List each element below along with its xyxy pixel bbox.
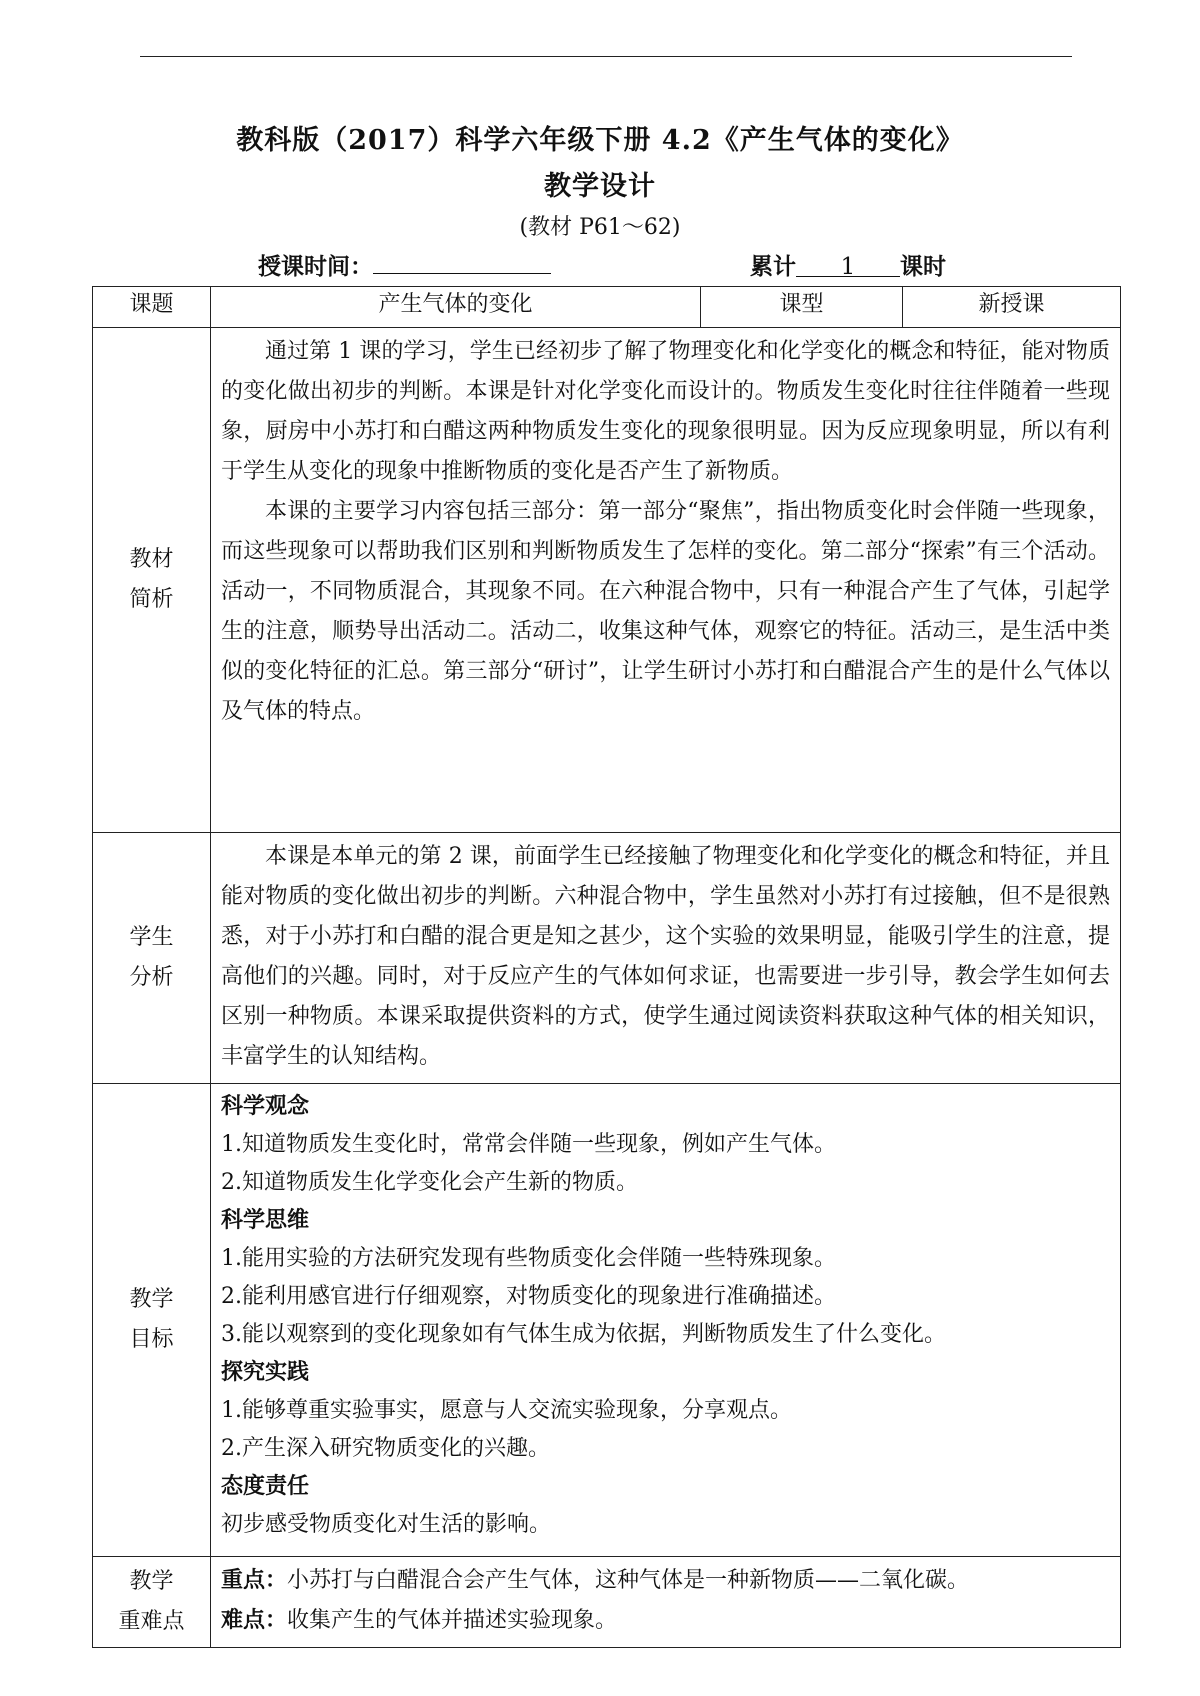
goal-item: 3.能以观察到的变化现象如有气体生成为依据，判断物质发生了什么变化。 <box>221 1322 946 1347</box>
teaching-time <box>258 248 551 281</box>
student-analysis-content <box>211 833 1121 1084</box>
student-paragraph: 本课是本单元的第 2 课，前面学生已经接触了物理变化和化学变化的概念和特征，并且能对物质的变化做出初步的判断。六种混合物中，学生虽然对小苏打有过接触，但不是很熟悉，对于小苏打和白醋的混合更是知之甚少，这个实验的效果明显，能吸引学生的注意，提高他们的兴趣。同时，对于反应产生的气体如何求证，也需要进一步引导，教会学生如何去区别一种物质。本课采取提供资料的方式，使学生通过阅读资料获取这种气体的相关知识，丰富学生的认知结构。 <box>221 844 1110 1069</box>
textbook-pages: (教材 P61～62) <box>519 215 681 240</box>
topic-label: 课题 <box>93 287 211 328</box>
teaching-goals-row <box>93 1084 1121 1557</box>
total-unit: 课时 <box>900 253 946 280</box>
goal-item: 1.能够尊重实验事实，愿意与人交流实验现象，分享观点。 <box>221 1398 792 1423</box>
goal-item: 2.能利用感官进行仔细观察，对物质变化的现象进行准确描述。 <box>221 1284 836 1309</box>
type-label: 课型 <box>701 287 903 328</box>
document-subtitle: 教学设计 <box>544 171 656 202</box>
topic-row <box>93 287 1121 328</box>
goal-heading-scientific-thinking: 科学思维 <box>221 1208 310 1233</box>
goal-item: 初步感受物质变化对生活的影响。 <box>221 1512 552 1537</box>
total-value[interactable]: 1 <box>796 254 900 277</box>
textbook-analysis-label: 教材 简析 <box>93 328 211 833</box>
teaching-goals-content <box>211 1084 1121 1557</box>
total-periods <box>750 248 946 281</box>
document-title: 教科版（2017）科学六年级下册 4.2《产生气体的变化》 <box>236 125 964 156</box>
goal-item: 2.产生深入研究物质变化的兴趣。 <box>221 1436 550 1461</box>
goal-heading-inquiry-practice: 探究实践 <box>221 1360 310 1385</box>
lesson-design-table <box>92 286 1121 1648</box>
textbook-analysis-content <box>211 328 1121 833</box>
header-rule <box>140 56 1072 57</box>
textbook-analysis-row <box>93 328 1121 833</box>
textbook-paragraph-2: 本课的主要学习内容包括三部分：第一部分“聚焦”，指出物质变化时会伴随一些现象，而这些现象可以帮助我们区别和判断物质发生了怎样的变化。第二部分“探索”有三个活动。活动一，不同物质混合，其现象不同。在六种混合物中，只有一种混合产生了气体，引起学生的注意，顺势导出活动二。活动二，收集这种气体，观察它的特征。活动三，是生活中类似的变化特征的汇总。第三部分“研讨”，让学生研讨小苏打和白醋混合产生的是什么气体以及气体的特点。 <box>221 499 1110 724</box>
key-points-label: 教学 重难点 <box>93 1557 211 1648</box>
goal-item: 2.知道物质发生化学变化会产生新的物质。 <box>221 1170 638 1195</box>
key-points-content <box>211 1557 1121 1648</box>
key-point: 重点：小苏打与白醋混合会产生气体，这种气体是一种新物质——二氧化碳。 <box>221 1568 970 1593</box>
teaching-time-blank[interactable] <box>373 251 551 274</box>
total-label: 累计 <box>750 253 796 280</box>
goal-item: 1.能用实验的方法研究发现有些物质变化会伴随一些特殊现象。 <box>221 1246 836 1271</box>
goal-heading-attitude: 态度责任 <box>221 1474 310 1499</box>
teaching-goals-label: 教学 目标 <box>93 1084 211 1557</box>
textbook-paragraph-1: 通过第 1 课的学习，学生已经初步了解了物理变化和化学变化的概念和特征，能对物质的变化做出初步的判断。本课是针对化学变化而设计的。物质发生变化时往往伴随着一些现象，厨房中小苏打和白醋这两种物质发生变化的现象很明显。因为反应现象明显，所以有利于学生从变化的现象中推断物质的变化是否产生了新物质。 <box>221 339 1110 484</box>
key-points-row <box>93 1557 1121 1648</box>
goal-heading-scientific-concept: 科学观念 <box>221 1094 310 1119</box>
topic-value: 产生气体的变化 <box>211 287 701 328</box>
student-analysis-row <box>93 833 1121 1084</box>
goal-item: 1.知道物质发生变化时，常常会伴随一些现象，例如产生气体。 <box>221 1132 836 1157</box>
teaching-time-label: 授课时间： <box>258 253 373 280</box>
student-analysis-label: 学生 分析 <box>93 833 211 1084</box>
type-value: 新授课 <box>903 287 1121 328</box>
difficult-point: 难点：收集产生的气体并描述实验现象。 <box>221 1608 618 1633</box>
